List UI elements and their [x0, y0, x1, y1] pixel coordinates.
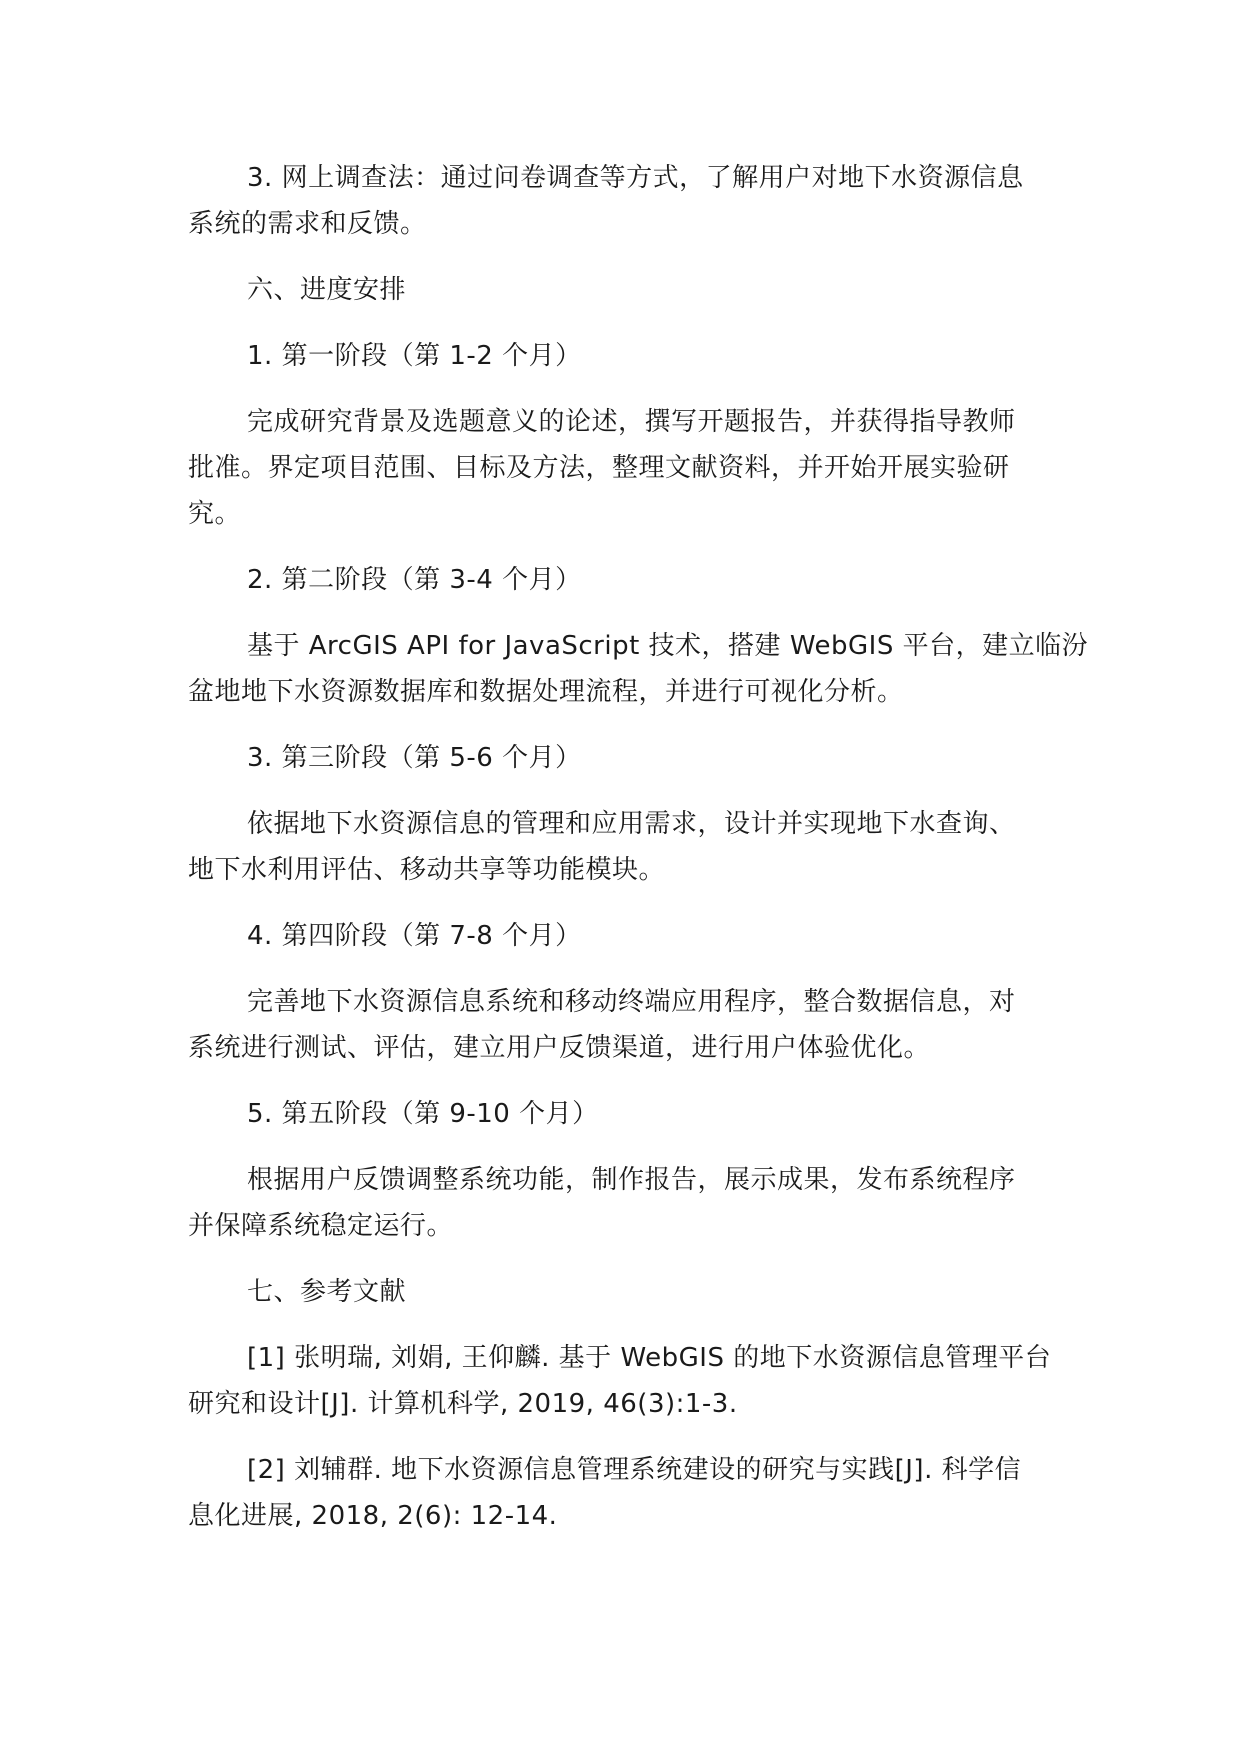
section-heading-references [188, 1269, 1068, 1315]
text-line: 3. 第三阶段（第 5-6 个月） [247, 743, 582, 773]
text-line: 2. 第二阶段（第 3-4 个月） [247, 565, 582, 595]
text-line: 1. 第一阶段（第 1-2 个月） [247, 341, 582, 371]
text-line: 七、参考文献 [247, 1277, 407, 1307]
document-body [188, 155, 1089, 1559]
stage-2-heading [188, 557, 1068, 603]
text-line: [2] 刘辅群. 地下水资源信息管理系统建设的研究与实践[J]. 科学信 [247, 1455, 1022, 1485]
reference-1 [188, 1335, 1068, 1427]
text-line: 地下水利用评估、移动共享等功能模块。 [188, 855, 666, 885]
text-line: 根据用户反馈调整系统功能，制作报告，展示成果，发布系统程序 [247, 1165, 1016, 1195]
text-line: 5. 第五阶段（第 9-10 个月） [247, 1099, 599, 1129]
text-line: 六、进度安排 [247, 275, 407, 305]
stage-5-description [188, 1157, 1068, 1249]
stage-3-heading [188, 735, 1068, 781]
text-line: 并保障系统稳定运行。 [188, 1211, 454, 1241]
text-line: 盆地地下水资源数据库和数据处理流程，并进行可视化分析。 [188, 677, 904, 707]
stage-3-description [188, 801, 1068, 893]
reference-2 [188, 1447, 1068, 1539]
text-line: 完成研究背景及选题意义的论述，撰写开题报告，并获得指导教师 [247, 407, 1016, 437]
section-heading-schedule [188, 267, 1068, 313]
stage-2-description [188, 623, 1089, 715]
text-line: 批准。界定项目范围、目标及方法，整理文献资料，并开始开展实验研 [188, 453, 1010, 483]
text-line: 基于 ArcGIS API for JavaScript 技术，搭建 WebGIS 平台，建立临汾 [247, 631, 1089, 661]
paragraph-survey-method [188, 155, 1068, 247]
text-line: 研究和设计[J]. 计算机科学, 2019, 46(3):1-3. [188, 1389, 738, 1419]
text-line: 系统进行测试、评估，建立用户反馈渠道，进行用户体验优化。 [188, 1033, 931, 1063]
stage-4-heading [188, 913, 1068, 959]
text-line: 系统的需求和反馈。 [188, 209, 427, 239]
text-line: 息化进展, 2018, 2(6): 12-14. [188, 1501, 558, 1531]
text-line: [1] 张明瑞, 刘娟, 王仰麟. 基于 WebGIS 的地下水资源信息管理平台 [247, 1343, 1052, 1373]
text-line: 依据地下水资源信息的管理和应用需求，设计并实现地下水查询、 [247, 809, 1016, 839]
text-line: 完善地下水资源信息系统和移动终端应用程序，整合数据信息，对 [247, 987, 1016, 1017]
stage-5-heading [188, 1091, 1068, 1137]
stage-1-heading [188, 333, 1068, 379]
text-line: 究。 [188, 499, 242, 529]
stage-4-description [188, 979, 1068, 1071]
text-line: 4. 第四阶段（第 7-8 个月） [247, 921, 582, 951]
stage-1-description [188, 399, 1068, 537]
text-line: 3. 网上调查法：通过问卷调查等方式，了解用户对地下水资源信息 [247, 163, 1024, 193]
